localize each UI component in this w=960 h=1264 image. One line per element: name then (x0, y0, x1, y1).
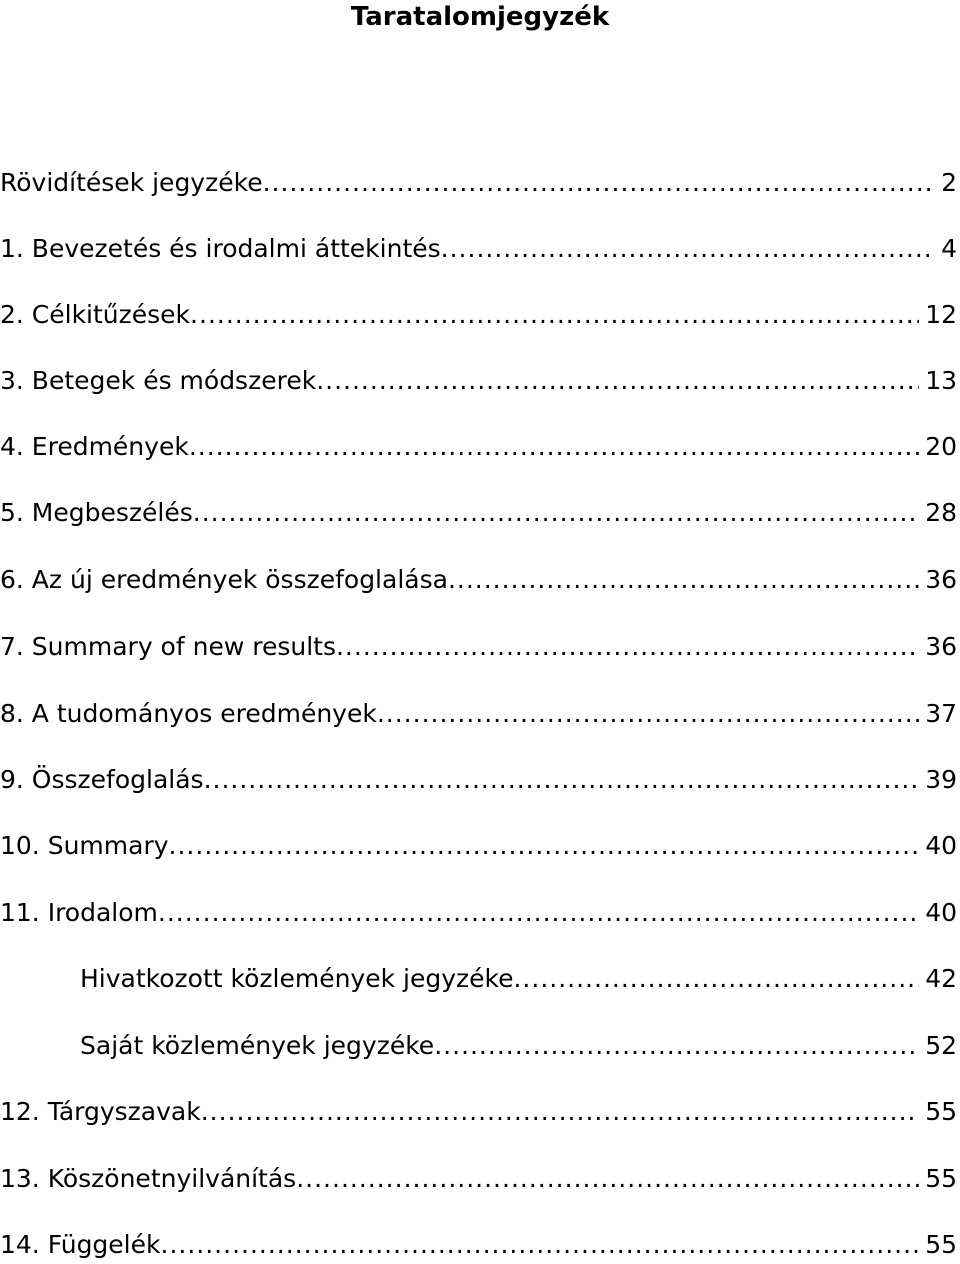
toc-entry-9[interactable] (0, 763, 957, 797)
dot-leader (201, 1095, 919, 1129)
dot-leader (193, 496, 919, 530)
dot-leader (161, 1228, 920, 1262)
dot-leader (189, 430, 919, 464)
toc-subentry-own-publications[interactable] (80, 1029, 957, 1063)
toc-entry-14[interactable] (0, 1228, 957, 1262)
toc-entry-10[interactable] (0, 829, 957, 863)
dot-leader (448, 563, 919, 597)
toc-entry-label: 4. Eredmények (0, 432, 189, 461)
toc-entry-page: 55 (925, 1097, 957, 1126)
toc-entry-page: 40 (925, 898, 957, 927)
toc-subentry-cited-publications[interactable] (80, 962, 957, 996)
toc-entry-page: 36 (925, 632, 957, 661)
toc-entry-page: 39 (925, 765, 957, 794)
toc-entry-label: 13. Köszönetnyilvánítás (0, 1164, 297, 1193)
toc-entry-page: 13 (925, 366, 957, 395)
toc-entry-page: 55 (925, 1230, 957, 1259)
toc-entry-13[interactable] (0, 1162, 957, 1196)
dot-leader (441, 232, 935, 266)
toc-entry-label: 10. Summary (0, 831, 169, 860)
toc-entry-abbreviations[interactable] (0, 166, 957, 200)
toc-entry-label: 1. Bevezetés és irodalmi áttekintés (0, 234, 441, 263)
toc-entry-4[interactable] (0, 430, 957, 464)
toc-entry-label: 6. Az új eredmények összefoglalása (0, 565, 448, 594)
toc-entry-page: 37 (925, 699, 957, 728)
toc-entry-label: 5. Megbeszélés (0, 498, 193, 527)
toc-entry-label: Saját közlemények jegyzéke (80, 1031, 435, 1060)
toc-entry-page: 2 (941, 168, 957, 197)
toc-entry-12[interactable] (0, 1095, 957, 1129)
toc-entry-3[interactable] (0, 364, 957, 398)
document-title: Taratalomjegyzék (350, 2, 610, 32)
toc-entry-page: 28 (925, 498, 957, 527)
toc-entry-page: 55 (925, 1164, 957, 1193)
toc-entry-label: Rövidítések jegyzéke (0, 168, 263, 197)
dot-leader (434, 1029, 919, 1063)
dot-leader (316, 364, 919, 398)
dot-leader (190, 298, 919, 332)
toc-entry-1[interactable] (0, 232, 957, 266)
dot-leader (263, 166, 936, 200)
toc-entry-label: 9. Összefoglalás (0, 765, 204, 794)
dot-leader (158, 896, 919, 930)
dot-leader (513, 962, 919, 996)
toc-entry-page: 40 (925, 831, 957, 860)
toc-entry-11[interactable] (0, 896, 957, 930)
dot-leader (377, 697, 919, 731)
toc-entry-page: 4 (941, 234, 957, 263)
toc-entry-page: 20 (925, 432, 957, 461)
dot-leader (296, 1162, 919, 1196)
toc-entry-label: 8. A tudományos eredmények (0, 699, 377, 728)
toc-entry-page: 42 (925, 964, 957, 993)
toc-entry-label: 3. Betegek és módszerek (0, 366, 317, 395)
toc-entry-page: 36 (925, 565, 957, 594)
toc-entry-label: 7. Summary of new results (0, 632, 336, 661)
toc-entry-page: 12 (925, 300, 957, 329)
toc-entry-7[interactable] (0, 630, 957, 664)
toc-entry-6[interactable] (0, 563, 957, 597)
toc-entry-5[interactable] (0, 496, 957, 530)
dot-leader (169, 829, 920, 863)
toc-entry-label: 14. Függelék (0, 1230, 161, 1259)
toc-entry-8[interactable] (0, 697, 957, 731)
toc-entry-2[interactable] (0, 298, 957, 332)
dot-leader (336, 630, 919, 664)
toc-entry-label: 2. Célkitűzések (0, 300, 191, 329)
toc-entry-label: 12. Tárgyszavak (0, 1097, 201, 1126)
toc-entry-page: 52 (925, 1031, 957, 1060)
toc-entry-label: 11. Irodalom (0, 898, 158, 927)
toc-entry-label: Hivatkozott közlemények jegyzéke (80, 964, 514, 993)
dot-leader (204, 763, 920, 797)
